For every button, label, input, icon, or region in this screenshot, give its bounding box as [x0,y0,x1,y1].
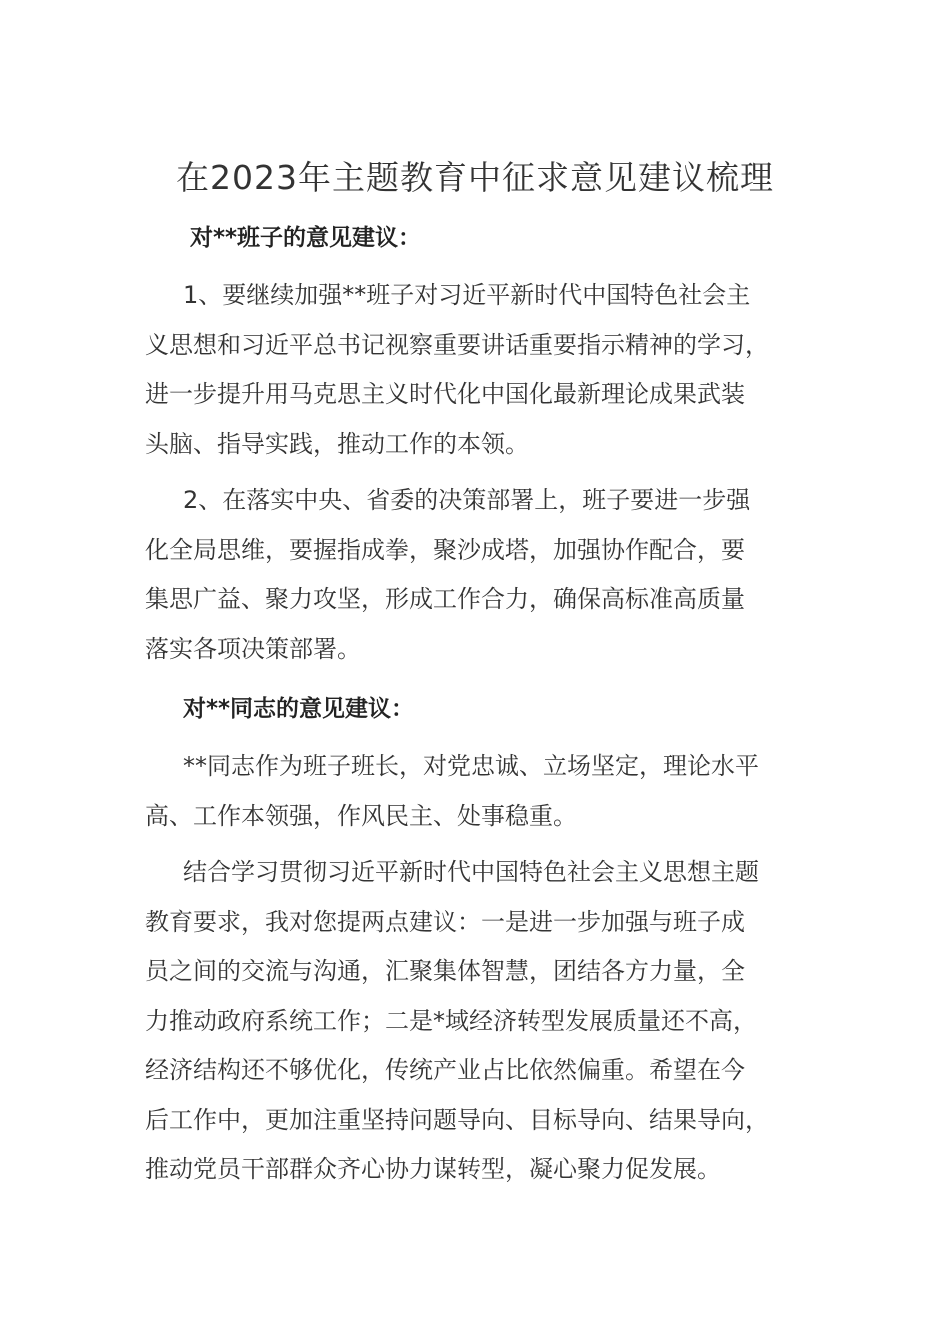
paragraph-comrade-evaluation [145,742,810,841]
paragraph-line: 经济结构还不够优化，传统产业占比依然偏重。希望在今 [145,1056,745,1084]
paragraph-line: 2、在落实中央、省委的决策部署上，班子要进一步强 [183,486,751,514]
paragraph-line: 进一步提升用马克思主义时代化中国化最新理论成果武装 [145,380,745,408]
paragraph-line: 落实各项决策部署。 [145,634,361,663]
paragraph-team-suggestion-1 [145,271,810,469]
section-heading-team: 对**班子的意见建议： [190,225,422,251]
paragraph-line: 后工作中，更加注重坚持问题导向、目标导向、结果导向， [145,1105,769,1134]
paragraph-line: 员之间的交流与沟通，汇聚集体智慧，团结各方力量，全 [145,957,745,985]
paragraph-team-suggestion-2 [145,476,810,674]
document-title: 在2023年主题教育中征求意见建议梳理 [176,158,774,197]
paragraph-line: 1、要继续加强**班子对习近平新时代中国特色社会主 [183,281,751,309]
paragraph-line: 推动党员干部群众齐心协力谋转型，凝心聚力促发展。 [145,1155,721,1183]
paragraph-comrade-suggestions [145,848,810,1195]
paragraph-line: 头脑、指导实践，推动工作的本领。 [145,429,529,458]
paragraph-line: 教育要求，我对您提两点建议：一是进一步加强与班子成 [145,907,745,936]
paragraph-line: 高、工作本领强，作风民主、处事稳重。 [145,801,577,830]
section-heading-comrade: 对**同志的意见建议： [183,696,415,722]
paragraph-line: 结合学习贯彻习近平新时代中国特色社会主义思想主题 [183,858,759,886]
paragraph-line: 力推动政府系统工作；二是*域经济转型发展质量还不高， [145,1006,757,1035]
paragraph-line: 化全局思维，要握指成拳，聚沙成塔，加强协作配合，要 [145,535,745,564]
paragraph-line: **同志作为班子班长，对党忠诚、立场坚定，理论水平 [183,752,759,780]
paragraph-line: 义思想和习近平总书记视察重要讲话重要指示精神的学习， [145,330,769,359]
paragraph-line: 集思广益、聚力攻坚，形成工作合力，确保高标准高质量 [145,585,745,613]
